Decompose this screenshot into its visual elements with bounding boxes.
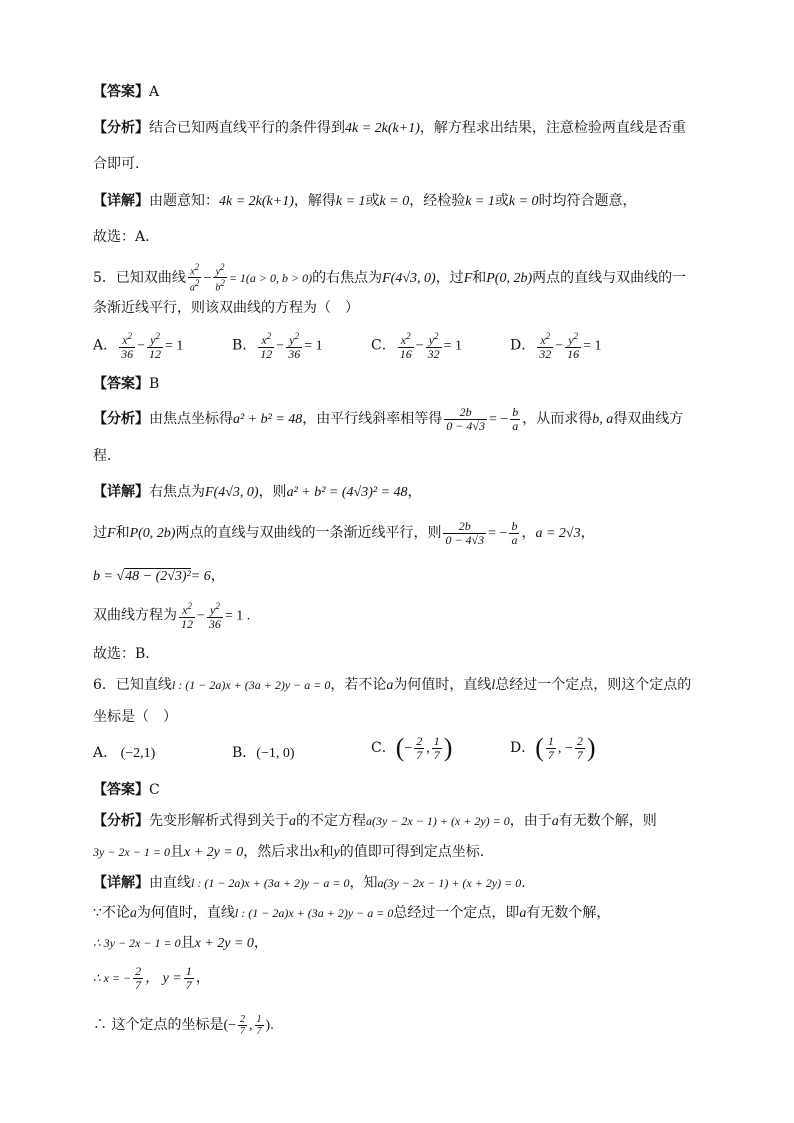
variable: a: [386, 678, 394, 693]
detail-text: 不论: [101, 905, 130, 921]
detail-text: .: [521, 875, 526, 891]
q5-option-c[interactable]: C． $\frac{x^2}{16}$ − $\frac{y^2}{32}$ = 1: [371, 331, 463, 361]
analysis-equation: x + 2y = 0: [183, 845, 244, 860]
detail-text: 两点的直线与双曲线的一条渐近线平行，则: [175, 525, 442, 541]
denominator: 7: [433, 747, 440, 762]
q5-option-d[interactable]: D． $\frac{x^2}{32}$ − $\frac{y^2}{16}$ = 1: [510, 331, 602, 361]
option-label: A．: [93, 337, 118, 354]
analysis-equation: 4k = 2k(k+1): [345, 121, 420, 136]
detail-text: 有无数个解，: [526, 905, 611, 921]
analysis-text: 的值即可得到定点坐标.: [339, 844, 485, 860]
point-label: P(0, 2b): [129, 526, 176, 541]
q6-option-a[interactable]: [93, 742, 155, 762]
detail-text: .: [270, 1018, 274, 1033]
line-equation: l : (1 − 2a)x + (3a + 2)y − a = 0: [191, 876, 350, 890]
point-label: F: [463, 270, 473, 286]
detail-text: ，解得: [293, 193, 336, 209]
detail-text: 由题意知：: [149, 193, 219, 209]
q5-option-b[interactable]: B． $\frac{x^2}{12}$ − $\frac{y^2}{36}$ = 1: [232, 331, 323, 361]
denominator: 36: [121, 347, 134, 361]
numerator: 2: [416, 733, 423, 748]
analysis-text: 和: [319, 844, 334, 860]
detail-text: 且: [180, 935, 195, 951]
q4-conclusion: 故选：A.: [93, 229, 150, 245]
analysis-text: ，然后求出: [243, 844, 314, 860]
analysis-equation: a² + b² = 48: [233, 412, 303, 427]
variable: a: [289, 814, 296, 829]
q5-detail-line-2: 过F和P(0, 2b)两点的直线与双曲线的一条渐近线平行，则 $\frac{2b}{0 - 4√3}$ = − $\frac{b}{a}$ ，a = 2√3，: [93, 518, 595, 547]
q6-analysis-line-1: [93, 811, 657, 832]
analysis-text: 合即可.: [93, 156, 140, 172]
detail-tag: 【详解】: [93, 875, 149, 891]
variable: l: [491, 678, 496, 693]
variable: a: [129, 906, 137, 921]
analysis-vars: b, a: [592, 412, 614, 427]
fraction: [414, 735, 424, 762]
variable: a: [519, 906, 527, 921]
denominator: 16: [567, 347, 580, 361]
q6-analysis-line-2: 3y − 2x − 1 = 0且x + 2y = 0，然后求出x和y的值即可得到定点坐标.: [93, 844, 485, 860]
numerator: 1: [547, 733, 554, 748]
fraction: $\frac{y^2}{36}$: [288, 331, 301, 361]
question-stem: 总经过一个定点，则这个定点的: [495, 677, 692, 693]
analysis-text: 结合已知两直线平行的条件得到: [149, 120, 345, 136]
detail-text: 右焦点为: [149, 484, 205, 500]
answer-value: C: [149, 782, 160, 798]
denominator: 0 − 4√3: [445, 532, 485, 547]
numerator: 1: [433, 733, 440, 748]
analysis-text: 且: [169, 844, 184, 860]
denominator: 12: [181, 617, 193, 631]
detail-text: ，: [407, 484, 422, 500]
analysis-text: 有无数个解，则: [558, 813, 657, 829]
fraction: $\frac{b}{a}$: [511, 518, 518, 547]
analysis-text: ，由于: [509, 813, 552, 829]
analysis-text: 由焦点坐标得: [149, 411, 233, 427]
detail-text: 过: [93, 525, 107, 541]
detail-tag: 【详解】: [93, 484, 149, 500]
q6-option-d[interactable]: D．( $\frac{1}{7}$ , − $\frac{2}{7}$ ): [510, 733, 596, 762]
q4-detail-line: [93, 191, 637, 212]
fraction: $\frac{x^2}{16}$: [399, 331, 412, 361]
detail-text: 或: [494, 193, 509, 209]
q6-answer-line: [93, 780, 160, 800]
fraction: $\frac{x^2}{a^2}$: [189, 262, 200, 294]
fraction: $\frac{x^2}{32}$: [539, 331, 552, 361]
fraction: $\frac{x^2}{12}$: [181, 601, 193, 631]
detail-text: 时均符合题意，: [538, 193, 637, 209]
answer-tag: 【答案】: [93, 376, 149, 392]
fraction: $\frac{y^2}{36}$: [208, 601, 221, 631]
denominator: 7: [576, 747, 583, 762]
fraction: [546, 735, 556, 762]
analysis-text: ，从而求得: [522, 411, 593, 427]
question-stem: 6．已知直线: [93, 677, 172, 693]
detail-text: 和: [115, 525, 130, 541]
fraction: $\frac{x^2}{36}$: [121, 331, 134, 361]
option-value: (−1, 0): [256, 746, 295, 761]
option-label: B．: [232, 337, 257, 354]
q4-analysis-line-1: [93, 118, 686, 139]
detail-equation: k = 0: [508, 194, 539, 209]
line-equation: l : (1 − 2a)x + (3a + 2)y − a = 0: [234, 906, 394, 920]
detail-equation: ， y =: [145, 971, 182, 986]
analysis-equation: 3y − 2x − 1 = 0: [93, 845, 170, 859]
numerator: 2: [576, 733, 583, 748]
q6-detail-line-5: ∴ 这个定点的坐标是(− $\frac{2}{7}$ , $\frac{1}{7}$ ).: [93, 1013, 274, 1037]
denominator: 0 − 4√3: [446, 418, 485, 433]
detail-text: ，知: [349, 875, 378, 891]
variable: a: [551, 814, 559, 829]
q6-detail-line-4: [93, 962, 210, 995]
q6-detail-line-3: [93, 933, 268, 954]
fraction: $\frac{2}{7}$: [135, 963, 142, 992]
q6-option-b[interactable]: [232, 742, 295, 762]
q5-option-a[interactable]: A． $\frac{x^2}{36}$ − $\frac{y^2}{12}$ = 1: [93, 331, 184, 361]
focus-point: F(4√3, 0): [382, 270, 436, 286]
fraction: [443, 520, 486, 547]
question-stem: ，若不论: [330, 677, 387, 693]
q5-stem-line-1: 5．已知双曲线 $\frac{x^2}{a^2}$ − $\frac{y^2}{b^2}$ = 1(a > 0, b > 0)的右焦点为F(4√3, 0)，过F和P(0, 2b)两点的直线与双曲线的一: [93, 262, 687, 294]
denominator: 32: [539, 347, 552, 361]
detail-text: 或: [365, 193, 380, 209]
denominator: 16: [399, 347, 412, 361]
fraction: [575, 735, 585, 762]
detail-equation: a = 2√3: [535, 526, 581, 541]
detail-text: 为何值时，直线: [136, 905, 235, 921]
fraction: $\frac{1}{7}$: [256, 1013, 262, 1037]
denominator: 36: [288, 347, 301, 361]
analysis-tag: 【分析】: [93, 120, 149, 136]
question-stem: 为何值时，直线: [393, 677, 492, 693]
analysis-equation: a(3y − 2x − 1) + (x + 2y) = 0: [366, 814, 510, 828]
q5-analysis-line-1: 【分析】由焦点坐标得a² + b² = 48，由平行线斜率相等得 $\frac{2b}{0 - 4√3}$ = − $\frac{b}{a}$ ，从而求得b, a得双曲线方: [93, 404, 684, 433]
analysis-text: ，解方程求出结果，注意检验两直线是否重: [419, 120, 686, 136]
fraction: $\frac{2}{7}$: [240, 1013, 246, 1037]
question-stem: 5．已知双曲线: [93, 269, 186, 286]
numerator: 2b: [444, 406, 487, 420]
condition: = 1(a > 0, b > 0): [228, 270, 313, 285]
q5-answer-line: [93, 374, 159, 394]
option-value: (−2,1): [120, 746, 156, 761]
answer-value: A: [149, 84, 160, 100]
detail-text: ∴ 这个定点的坐标是: [93, 1017, 224, 1033]
detail-text: ，则: [258, 484, 287, 500]
numerator: 2b: [443, 520, 486, 534]
denominator: 12: [260, 347, 273, 361]
q5-detail-line-4: 双曲线方程为 $\frac{x^2}{12}$ − $\frac{y^2}{36}$ = 1 .: [93, 601, 251, 631]
fraction: $\frac{x^2}{12}$: [260, 331, 273, 361]
denominator: 7: [416, 747, 423, 762]
q5-detail-line-3: b = √48 − (2√3)²= 6，: [93, 569, 225, 584]
fraction: $\frac{1}{7}$: [185, 963, 192, 992]
q5-conclusion: 故选：B.: [93, 646, 150, 662]
fraction: $\frac{y^2}{12}$: [149, 331, 162, 361]
detail-equation: 4k = 2k(k+1): [219, 194, 294, 209]
answer-tag: 【答案】: [93, 782, 149, 798]
question-stem: ，过: [435, 269, 464, 286]
q4-answer-line: [93, 82, 159, 102]
q5-stem-line-2: 条渐近线平行，则该双曲线的方程为（ ）: [93, 300, 359, 316]
fraction: $\frac{b}{a}$: [512, 404, 519, 433]
analysis-text: 的不定方程: [296, 813, 366, 829]
option-label: B．: [232, 745, 257, 761]
option-label: D．: [510, 740, 536, 756]
point-label: F: [107, 526, 116, 541]
option-label: C．: [371, 740, 396, 756]
fraction: $\frac{y^2}{32}$: [427, 331, 440, 361]
question-stem: 的右焦点为: [312, 269, 383, 286]
option-label: D．: [510, 337, 536, 354]
detail-equation: x + 2y = 0: [194, 936, 254, 951]
detail-equation: a(3y − 2x − 1) + (x + 2y) = 0: [377, 876, 522, 890]
fraction: [432, 735, 442, 762]
q5-analysis-line-2: 程.: [93, 448, 112, 464]
q6-detail-line-2: ∵不论a为何值时，直线l : (1 − 2a)x + (3a + 2)y − a = 0总经过一个定点，即a有无数个解，: [93, 905, 611, 921]
denominator: 7: [547, 747, 554, 762]
focus-point: F(4√3, 0): [205, 485, 259, 500]
analysis-text: 先变形解析式得到关于: [149, 813, 289, 829]
q4-analysis-line-2: [93, 154, 139, 174]
detail-text: ，: [253, 935, 268, 951]
q5-detail-line-1: [93, 482, 422, 503]
radicand: 48 − (2√3)²: [125, 569, 191, 584]
detail-text: ，经检验: [409, 193, 466, 209]
fraction: $\frac{y^2}{16}$: [567, 331, 580, 361]
detail-tag: 【详解】: [93, 193, 149, 209]
analysis-text: ，由平行线斜率相等得: [302, 411, 443, 427]
denominator: 12: [149, 347, 162, 361]
analysis-tag: 【分析】: [93, 813, 149, 829]
detail-text: ，: [195, 971, 210, 986]
question-stem: 两点的直线与双曲线的一: [532, 269, 687, 286]
line-equation: l : (1 − 2a)x + (3a + 2)y − a = 0: [171, 678, 331, 692]
denominator: 36: [208, 617, 221, 631]
detail-equation: k = 1: [465, 194, 495, 209]
detail-text: 总经过一个定点，即: [393, 905, 520, 921]
detail-equation: k = 0: [379, 194, 410, 209]
q6-stem-line-2: 坐标是（ ）: [93, 709, 177, 725]
analysis-text: 得双曲线方: [613, 411, 684, 427]
detail-equation: k = 1: [335, 194, 366, 209]
detail-text: 双曲线方程为: [93, 607, 177, 624]
q6-option-c[interactable]: C．(− $\frac{2}{7}$ , $\frac{1}{7}$ ): [371, 733, 453, 762]
detail-equation: a² + b² = (4√3)² = 48: [286, 485, 408, 500]
q6-detail-line-1: [93, 873, 526, 893]
option-label: C．: [371, 337, 396, 354]
answer-tag: 【答案】: [93, 84, 149, 100]
question-stem: 和: [472, 269, 487, 286]
detail-text: 由直线: [149, 875, 191, 891]
detail-equation: ∴ x = −: [93, 971, 132, 985]
denominator: 32: [427, 347, 440, 361]
fraction: $\frac{y^2}{b^2}$: [215, 262, 225, 294]
fraction: [444, 406, 487, 433]
detail-equation: = 6: [190, 569, 211, 584]
q6-stem-line-1: [93, 675, 691, 696]
analysis-tag: 【分析】: [93, 411, 149, 427]
detail-equation: ∴ 3y − 2x − 1 = 0: [93, 936, 181, 950]
point-label: P(0, 2b): [486, 270, 533, 286]
answer-value: B: [149, 376, 160, 392]
option-label: A．: [93, 745, 118, 761]
